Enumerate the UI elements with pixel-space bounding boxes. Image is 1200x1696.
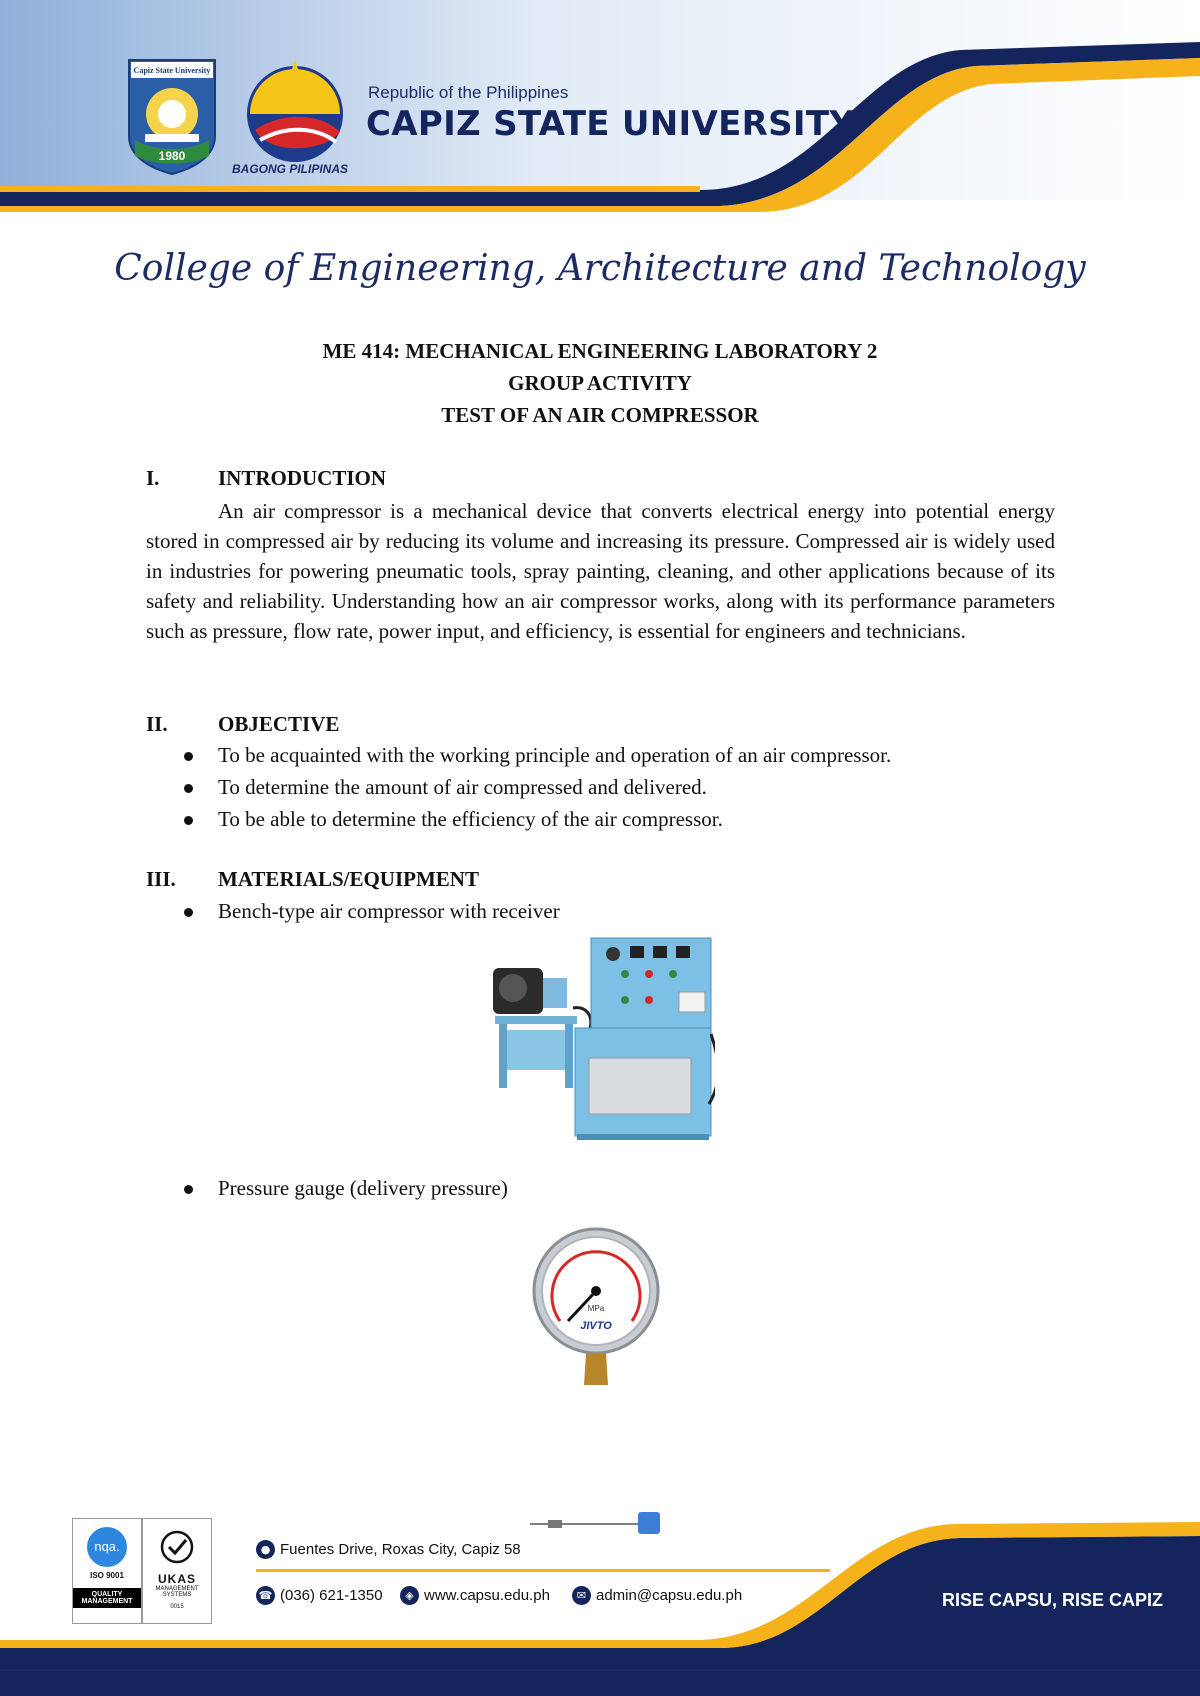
- ukas-logo: UKAS: [157, 1572, 196, 1586]
- management-label: MANAGEMENT: [81, 1598, 133, 1605]
- footer-phone: (036) 621-1350: [280, 1587, 383, 1604]
- nqa-logo: nqa.: [87, 1527, 127, 1567]
- bullet-dot: [184, 784, 193, 793]
- bullet-dot: [184, 816, 193, 825]
- college-name: College of Engineering, Architecture and Technology: [114, 248, 1086, 289]
- footer-address: Fuentes Drive, Roxas City, Capiz 58: [280, 1541, 521, 1558]
- section-objective-number: II.: [146, 712, 168, 736]
- seal-title: Capiz State University: [133, 66, 211, 75]
- mail-icon: ✉: [572, 1586, 591, 1605]
- checkmark-icon: [143, 1519, 211, 1567]
- iso-label: ISO 9001: [90, 1571, 124, 1580]
- section-intro-title: INTRODUCTION: [218, 466, 387, 490]
- bullet-dot: [184, 752, 193, 761]
- section-materials-title: MATERIALS/EQUIPMENT: [218, 867, 479, 891]
- objective-item: To determine the amount of air compressed and delivered.: [218, 775, 707, 799]
- seal-year: 1980: [158, 149, 186, 163]
- test-title: TEST OF AN AIR COMPRESSOR: [441, 403, 759, 427]
- section-materials-number: III.: [146, 867, 176, 891]
- republic-label: Republic of the Philippines: [368, 83, 569, 102]
- quality-label: QUALITY: [91, 1591, 123, 1598]
- bagong-pilipinas-label: BAGONG PILIPINAS: [232, 162, 349, 176]
- university-seal-logo: [125, 56, 219, 176]
- objective-item: To be able to determine the efficiency of the air compressor.: [218, 807, 723, 831]
- material-item: Pressure gauge (delivery pressure): [218, 1176, 508, 1200]
- bullet-dot: [184, 1185, 193, 1194]
- footer-email[interactable]: admin@capsu.edu.ph: [596, 1587, 743, 1604]
- intro-paragraph: An air compressor is a mechanical device that converts electrical energy into potential energy stored in compressed air by reducing its volume and increasing its pressure. Compressed air is widely used in industries for powering pneumatic tools, spray painting, cleaning, and other applications because of its safety and reliability. Understanding how an air compressor works, along with its performance parameters such as pressure, flow rate, power input, and efficiency, is essential for engineers and technicians.: [146, 499, 1055, 643]
- ukas-certification-badge: [142, 1518, 212, 1624]
- systems-label: SYSTEMS: [162, 1592, 192, 1598]
- bullet-dot: [184, 908, 193, 917]
- university-name: CAPIZ STATE UNIVERSITY: [366, 104, 855, 144]
- gauge-unit: MPa: [587, 1304, 605, 1313]
- ukas-number: 0015: [170, 1604, 184, 1610]
- material-item: Bench-type air compressor with receiver: [218, 899, 560, 923]
- globe-icon: ◈: [400, 1586, 419, 1605]
- footer-website[interactable]: www.capsu.edu.ph: [424, 1587, 550, 1604]
- hose-fitting-image: [526, 1508, 668, 1536]
- iso-certification-badge: [72, 1518, 142, 1624]
- pressure-gauge-image: [532, 1225, 660, 1395]
- management-systems-label: MANAGEMENT: [155, 1586, 199, 1592]
- section-intro-number: I.: [146, 466, 160, 490]
- gauge-brand: JIVTO: [580, 1320, 612, 1332]
- air-compressor-image: [485, 934, 715, 1146]
- footer-divider: [256, 1569, 830, 1572]
- location-icon: ●: [256, 1540, 275, 1559]
- section-objective-title: OBJECTIVE: [218, 712, 340, 736]
- bagong-pilipinas-logo: [240, 52, 350, 172]
- activity-title: GROUP ACTIVITY: [508, 371, 692, 395]
- phone-icon: ☎: [256, 1586, 275, 1605]
- objective-item: To be acquainted with the working principle and operation of an air compressor.: [218, 743, 892, 767]
- footer-tagline: RISE CAPSU, RISE CAPIZ: [942, 1590, 1164, 1610]
- course-title: ME 414: MECHANICAL ENGINEERING LABORATORY 2: [322, 339, 878, 363]
